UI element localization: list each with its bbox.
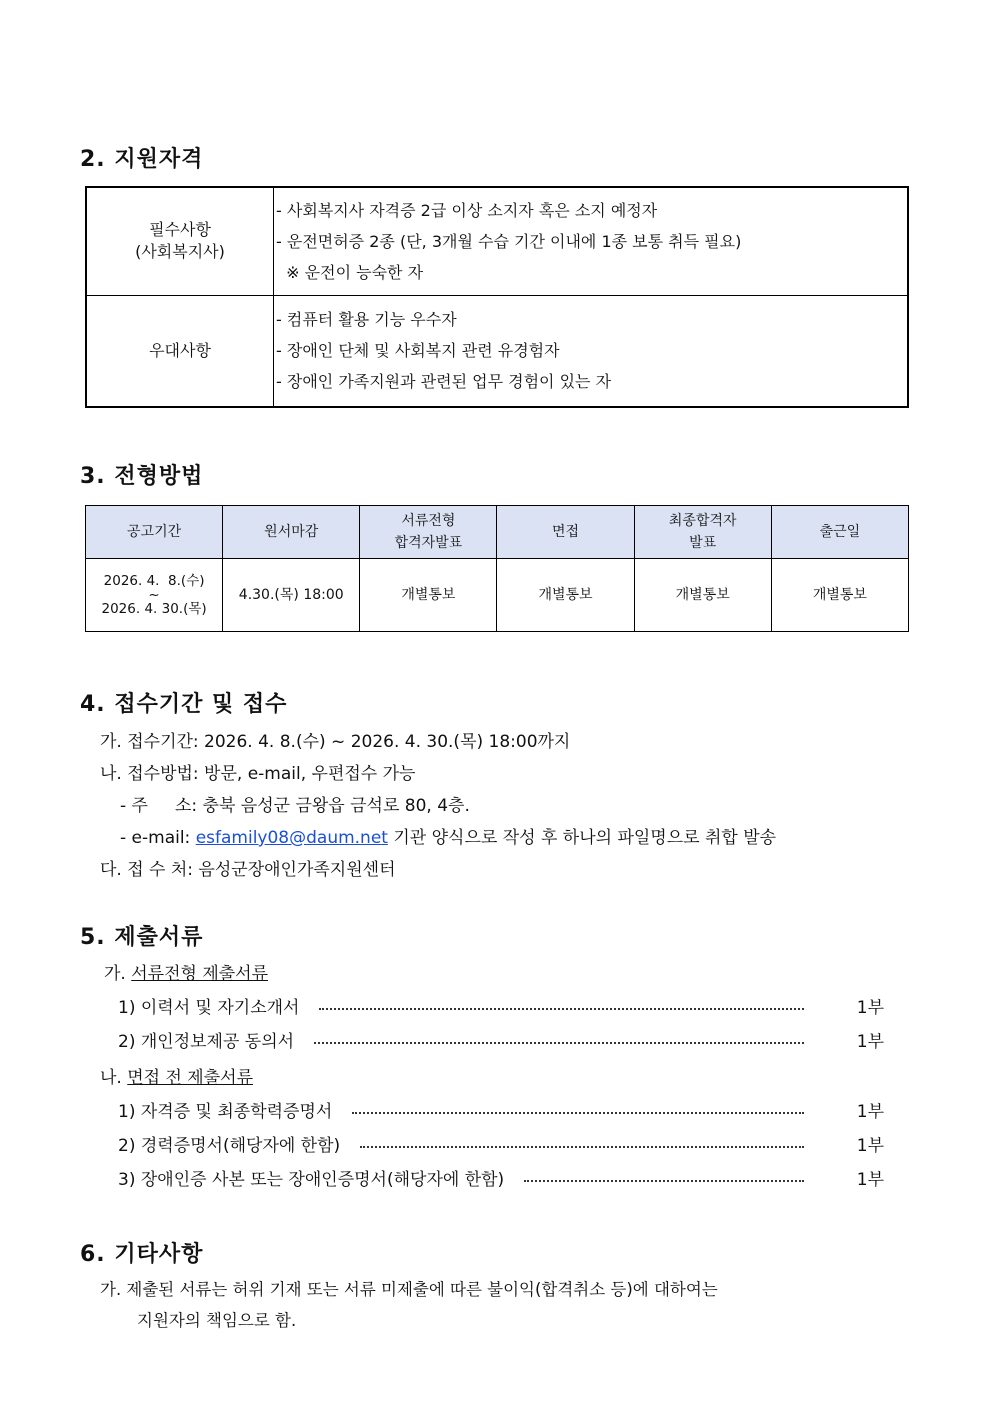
group1-title: 서류전형 제출서류 [131, 964, 269, 984]
preferred-content [274, 295, 909, 407]
header-document-result [360, 506, 497, 559]
document-item-label: 1) 이력서 및 자기소개서 [118, 998, 300, 1018]
group2-title: 면접 전 제출서류 [127, 1068, 253, 1088]
qualification-row-preferred [86, 295, 908, 407]
leader-dots [319, 1008, 804, 1010]
document-item [118, 993, 884, 1018]
header-announcement-period: 공고기간 [86, 506, 223, 559]
leader-dots [352, 1112, 804, 1114]
section-title-reception: 4. 접수기간 및 접수 [80, 692, 288, 717]
preferred-item: - 장애인 가족지원과 관련된 업무 경험이 있는 자 [276, 372, 612, 392]
document-item-count: 1부 [856, 1032, 884, 1052]
value-final-result: 개별통보 [634, 559, 771, 632]
reception-period: 가. 접수기간: 2026. 4. 8.(수) ~ 2026. 4. 30.(목) 18:00까지 [100, 732, 571, 752]
period-start: 2026. 4. 8.(수) [103, 573, 205, 589]
document-item-label: 2) 경력증명서(해당자에 한함) [118, 1136, 341, 1156]
reception-method: 나. 접수방법: 방문, e-mail, 우편접수 가능 [100, 764, 416, 784]
document-item-label: 3) 장애인증 사본 또는 장애인증명서(해당자에 한함) [118, 1170, 505, 1190]
header-document-result-line1: 서류전형 [401, 513, 456, 529]
value-announcement-period [86, 559, 223, 632]
header-interview: 면접 [497, 506, 634, 559]
value-application-deadline: 4.30.(목) 18:00 [223, 559, 360, 632]
leader-dots [524, 1180, 804, 1182]
qualification-table [85, 186, 909, 408]
period-tilde: ~ [148, 587, 160, 603]
document-item-label: 1) 자격증 및 최종학력증명서 [118, 1102, 333, 1122]
document-item [118, 1165, 884, 1190]
document-item-count: 1부 [856, 1170, 884, 1190]
documents-group2-heading [100, 1063, 253, 1088]
reception-email-line [120, 823, 776, 848]
documents-group1-heading [104, 959, 268, 984]
reception-place: 다. 접 수 처: 음성군장애인가족지원센터 [100, 860, 396, 880]
preferred-header: 우대사항 [86, 295, 274, 407]
period-end: 2026. 4. 30.(목) [101, 601, 207, 617]
preferred-item: - 컴퓨터 활용 기능 우수자 [276, 310, 457, 330]
header-final-result-line1: 최종합격자 [668, 513, 737, 529]
section-title-selection: 3. 전형방법 [80, 464, 204, 489]
schedule-header-row [86, 506, 909, 559]
other-line1: 가. 제출된 서류는 허위 기재 또는 서류 미제출에 따른 불이익(합격취소 등)에 대하여는 [100, 1280, 718, 1299]
email-note: 기관 양식으로 작성 후 하나의 파일명으로 취합 발송 [387, 828, 777, 848]
value-document-result: 개별통보 [360, 559, 497, 632]
document-item-count: 1부 [856, 998, 884, 1018]
schedule-table [85, 505, 909, 632]
header-start-date: 출근일 [771, 506, 908, 559]
section-title-qualification: 2. 지원자격 [80, 147, 204, 172]
group2-prefix: 나. [100, 1068, 128, 1088]
preferred-item: - 장애인 단체 및 사회복지 관련 유경험자 [276, 341, 560, 361]
document-item-count: 1부 [856, 1102, 884, 1122]
required-content [274, 187, 909, 295]
value-start-date: 개별통보 [771, 559, 908, 632]
leader-dots [360, 1146, 804, 1148]
value-interview: 개별통보 [497, 559, 634, 632]
section-title-other: 6. 기타사항 [80, 1242, 204, 1267]
qualification-row-required [86, 187, 908, 295]
document-item [118, 1027, 884, 1052]
document-item-label: 2) 개인정보제공 동의서 [118, 1032, 295, 1052]
required-item: ※ 운전이 능숙한 자 [276, 262, 424, 282]
required-header [86, 187, 274, 295]
header-final-result [634, 506, 771, 559]
required-item: - 운전면허증 2종 (단, 3개월 수습 기간 이내에 1종 보통 취득 필요) [276, 231, 742, 251]
reception-address: - 주 소: 충북 음성군 금왕읍 금석로 80, 4층. [120, 796, 470, 816]
required-header-line1: 필수사항 [149, 220, 211, 240]
header-document-result-line2: 합격자발표 [394, 535, 463, 551]
required-header-line2: (사회복지사) [135, 242, 225, 262]
document-item-count: 1부 [856, 1136, 884, 1156]
leader-dots [314, 1042, 804, 1044]
required-item: - 사회복지사 자격증 2급 이상 소지자 혹은 소지 예정자 [276, 200, 658, 220]
document-item [118, 1131, 884, 1156]
email-label: - e-mail: [120, 828, 196, 848]
header-application-deadline: 원서마감 [223, 506, 360, 559]
document-item [118, 1097, 884, 1122]
other-line2: 지원자의 책임으로 함. [137, 1311, 297, 1330]
email-link[interactable]: esfamily08@daum.net [195, 828, 388, 848]
group1-prefix: 가. [104, 964, 132, 984]
section-title-documents: 5. 제출서류 [80, 925, 204, 950]
header-final-result-line2: 발표 [689, 535, 717, 551]
schedule-value-row [86, 559, 909, 632]
